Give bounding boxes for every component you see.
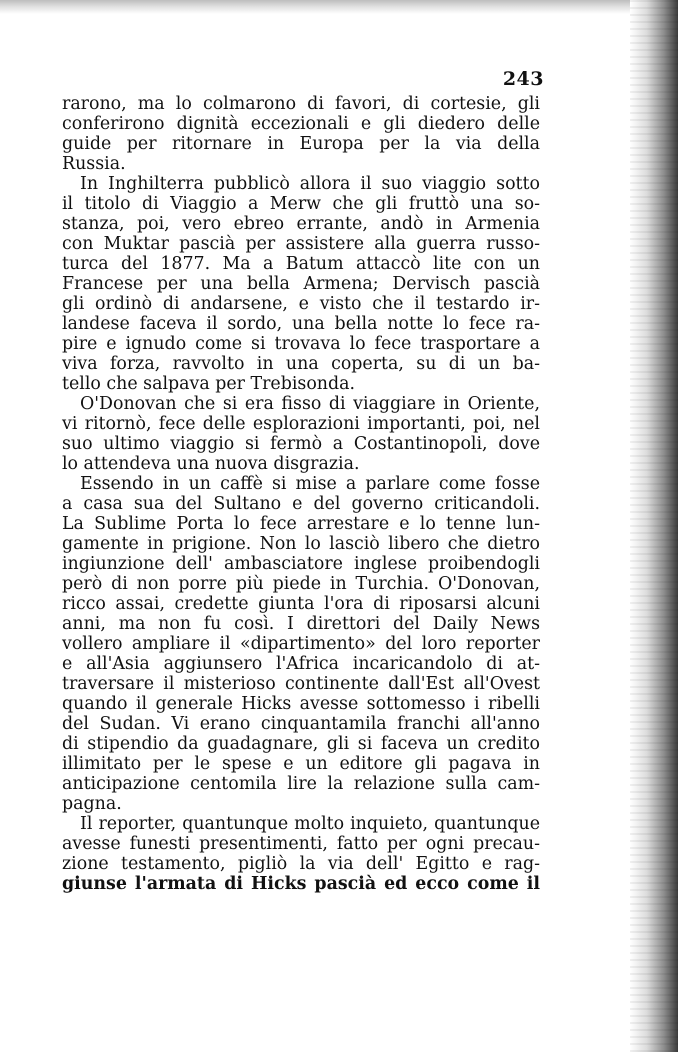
text-line: anticipazione centomila lire la relazione sulla cam- <box>62 774 540 794</box>
text-line: viva forza, ravvolto in una coperta, su di un ba- <box>62 354 540 374</box>
text-line: La Sublime Porta lo fece arrestare e lo tenne lun- <box>62 514 540 534</box>
text-line: suo ultimo viaggio si fermò a Costantinopoli, dove <box>62 434 540 454</box>
text-line: stanza, poi, vero ebreo errante, andò in Armenia <box>62 214 540 234</box>
book-spine-edge <box>630 0 678 1052</box>
paragraph-start-line: Il reporter, quantunque molto inquieto, quantunque <box>80 814 540 834</box>
text-line: conferirono dignità eccezionali e gli diedero delle <box>62 114 540 134</box>
body-text <box>62 94 540 894</box>
text-line: anni, ma non fu così. I direttori del Daily News <box>62 614 540 634</box>
text-line: il titolo di Viaggio a Merw che gli fruttò una so- <box>62 194 540 214</box>
paragraph-start-line: O'Donovan che si era fisso di viaggiare in Oriente, <box>80 394 540 414</box>
text-line: Russia. <box>62 154 126 174</box>
text-line: lo attendeva una nuova disgrazia. <box>62 454 360 474</box>
text-line: ingiunzione dell' ambasciatore inglese proibendogli <box>62 554 540 574</box>
text-line: gli ordinò di andarsene, e visto che il testardo ir- <box>62 294 540 314</box>
text-line: di stipendio da guadagnare, gli si faceva un credito <box>62 734 540 754</box>
text-line: vollero ampliare il «dipartimento» del loro reporter <box>62 634 540 654</box>
text-line: avesse funesti presentimenti, fatto per ogni precau- <box>62 834 540 854</box>
text-line: illimitato per le spese e un editore gli pagava in <box>62 754 540 774</box>
text-line: a casa sua del Sultano e del governo criticandoli. <box>62 494 540 514</box>
text-line: giunse l'armata di Hicks pascià ed ecco come il <box>62 874 540 894</box>
text-line: e all'Asia aggiunsero l'Africa incaricandolo di at- <box>62 654 540 674</box>
paragraph-start-line: In Inghilterra pubblicò allora il suo viaggio sotto <box>80 174 540 194</box>
text-line: turca del 1877. Ma a Batum attaccò lite con un <box>62 254 540 274</box>
text-line: con Muktar pascià per assistere alla guerra russo- <box>62 234 540 254</box>
text-line: pagna. <box>62 794 122 814</box>
page-number: 243 <box>502 68 544 90</box>
text-line: quando il generale Hicks avesse sottomesso i ribelli <box>62 694 540 714</box>
text-line: però di non porre più piede in Turchia. O'Donovan, <box>62 574 540 594</box>
text-line: vi ritornò, fece delle esplorazioni importanti, poi, nel <box>62 414 540 434</box>
paragraph-start-line: Essendo in un caffè si mise a parlare come fosse <box>80 474 540 494</box>
text-line: traversare il misterioso continente dall'Est all'Ovest <box>62 674 540 694</box>
text-line: pire e ignudo come si trovava lo fece trasportare a <box>62 334 540 354</box>
text-line: Francese per una bella Armena; Dervisch pascià <box>62 274 540 294</box>
text-line: guide per ritornare in Europa per la via della <box>62 134 540 154</box>
text-line: del Sudan. Vi erano cinquantamila franchi all'anno <box>62 714 540 734</box>
text-line: landese faceva il sordo, una bella notte lo fece ra- <box>62 314 540 334</box>
text-line: rarono, ma lo colmarono di favori, di cortesie, gli <box>62 94 540 114</box>
text-line: tello che salpava per Trebisonda. <box>62 374 356 394</box>
text-line: gamente in prigione. Non lo lasciò libero che dietro <box>62 534 540 554</box>
text-line: zione testamento, pigliò la via dell' Egitto e rag- <box>62 854 540 874</box>
text-line: ricco assai, credette giunta l'ora di riposarsi alcuni <box>62 594 540 614</box>
scan-top-edge <box>0 0 678 14</box>
